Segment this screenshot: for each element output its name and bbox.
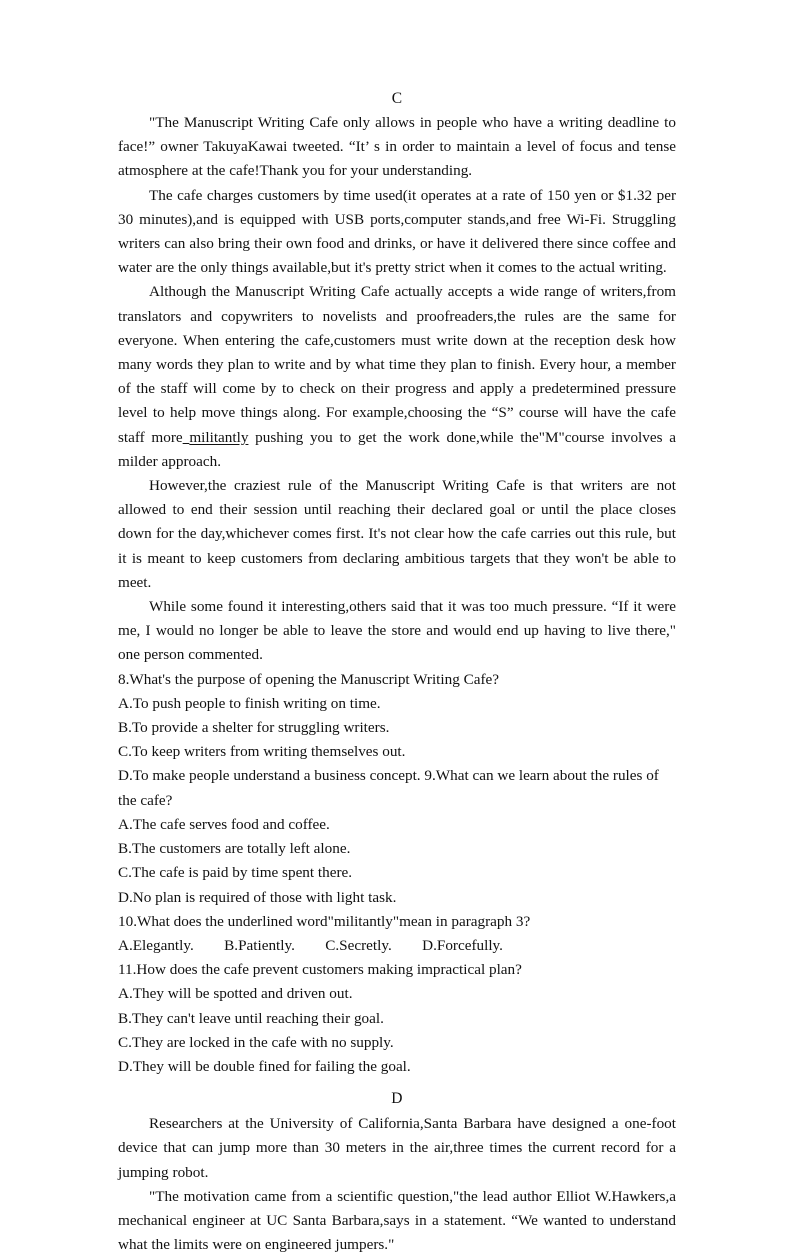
question-8-option-d-and-question-9-stem: D.To make people understand a business concept. 9.What can we learn about the rules of the cafe?: [118, 767, 663, 809]
passage-c-paragraph-2: The cafe charges customers by time used(it operates at a rate of 150 yen or $1.32 per 30 minutes),and is equipped with USB ports,computer stands,and free Wi-Fi. Struggling writers can also bring their own food and drinks, or have it delivered there since coffee and water are the only things available,but it's pretty strict when it comes to the actual writing.: [118, 186, 676, 277]
section-heading-c: C: [391, 90, 403, 107]
passage-d-paragraph-2: "The motivation came from a scientific question,"the lead author Elliot W.Hawkers,a mechanical engineer at UC Santa Barbara,says in a statement. “We wanted to understand what the limits were on engineered jumpers.": [118, 1187, 676, 1254]
section-heading-d: D: [391, 1090, 403, 1108]
question-8-option-b: B.To provide a shelter for struggling writers.: [118, 719, 390, 737]
question-10-options-row: A.Elegantly. B.Patiently. C.Secretly. D.Forcefully.: [118, 936, 503, 954]
passage-d-paragraph-1: Researchers at the University of California,Santa Barbara have designed a one-foot device that can jump more than 30 meters in the air,three times the current record for a jumping robot.: [118, 1115, 676, 1181]
question-8-option-a: A.To push people to finish writing on time.: [118, 694, 381, 712]
question-9-option-d: D.No plan is required of those with light task.: [118, 888, 397, 906]
question-11-option-d: D.They will be double fined for failing the goal.: [118, 1057, 411, 1075]
question-8-stem: 8.What's the purpose of opening the Manuscript Writing Cafe?: [118, 670, 500, 688]
question-11-option-c: C.They are locked in the cafe with no supply.: [118, 1033, 394, 1051]
underlined-word-militantly: militantly: [189, 428, 249, 446]
passage-c-paragraph-5: While some found it interesting,others said that it was too much pressure. “If it were me, I would no longer be able to leave the store and would end up having to live there," one person commented.: [118, 598, 676, 664]
question-9-option-c: C.The cafe is paid by time spent there.: [118, 864, 353, 882]
passage-c-paragraph-3: [118, 280, 676, 474]
question-10-stem: 10.What does the underlined word"militantly"mean in paragraph 3?: [118, 912, 531, 930]
question-11-option-a: A.They will be spotted and driven out.: [118, 985, 353, 1003]
question-11-option-b: B.They can't leave until reaching their goal.: [118, 1009, 384, 1027]
question-11-stem: 11.How does the cafe prevent customers making impractical plan?: [118, 961, 522, 979]
document-body: [118, 88, 676, 1257]
passage-c-paragraph-3-text-after: pushing you to get the work done,while the"M"course involves a milder approach.: [118, 428, 676, 470]
passage-c-paragraph-1: "The Manuscript Writing Cafe only allows in people who have a writing deadline to face!” owner TakuyaKawai tweeted. “It’ s in order to maintain a level of focus and tense atmosphere at the cafe!Thank you for your understanding.: [118, 114, 676, 180]
passage-c-paragraph-3-text-before: Although the Manuscript Writing Cafe actually accepts a wide range of writers,from translators and copywriters to novelists and proofreaders,the rules are the same for everyone. When entering the cafe,customers must write down at the reception desk how many words they plan to write and by what time they plan to finish. Every hour, a member of the staff will come by to check on their progress and apply a predetermined pressure level to help move things along. For example,choosing the “S” course will have the cafe staff more: [118, 283, 676, 446]
question-8-option-c: C.To keep writers from writing themselves out.: [118, 743, 406, 761]
question-9-option-b: B.The customers are totally left alone.: [118, 840, 351, 858]
question-9-option-a: A.The cafe serves food and coffee.: [118, 815, 330, 833]
passage-c-paragraph-4: However,the craziest rule of the Manuscript Writing Cafe is that writers are not allowed to end their session until reaching their declared goal or until the place closes down for the day,whichever comes first. It's not clear how the cafe carries out this rule, but it is meant to keep customers from declaring ambitious targets that they won't be able to meet.: [118, 477, 676, 591]
